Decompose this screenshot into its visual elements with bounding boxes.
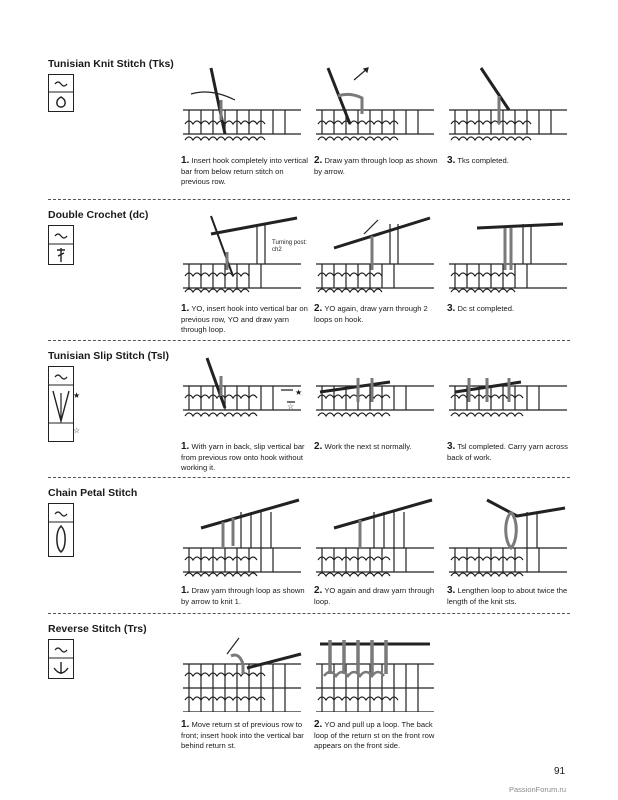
tks-step1-illustration bbox=[181, 66, 303, 148]
step-number: 2. bbox=[314, 585, 323, 596]
section-title: Tunisian Knit Stitch (Tks) bbox=[48, 58, 174, 70]
cps-step2-illustration bbox=[314, 496, 436, 578]
step-text: Draw yarn through loop as shown by arrow to knit 1. bbox=[181, 586, 305, 606]
step-2 bbox=[314, 66, 442, 177]
step-3 bbox=[447, 66, 575, 167]
dc-step1-illustration bbox=[181, 214, 303, 296]
open-star-icon: ☆ bbox=[73, 426, 81, 435]
step-number: 1. bbox=[181, 585, 190, 596]
step-number: 2. bbox=[314, 441, 323, 452]
step-3 bbox=[447, 352, 575, 463]
step-1 bbox=[181, 496, 309, 607]
step-text: Dc st completed. bbox=[457, 304, 515, 313]
slip-stitch-symbol-icon bbox=[48, 366, 74, 442]
dc-step2-illustration bbox=[314, 214, 436, 296]
step-3 bbox=[447, 496, 575, 607]
section-title: Double Crochet (dc) bbox=[48, 209, 149, 221]
step-text: YO, insert hook into vertical bar on previous row, YO and draw yarn through loop. bbox=[181, 304, 308, 335]
trs-step2-illustration bbox=[314, 630, 436, 712]
section-divider bbox=[48, 477, 570, 478]
tsl-step3-illustration bbox=[447, 352, 569, 434]
section-divider bbox=[48, 613, 570, 614]
tks-step2-illustration bbox=[314, 66, 436, 148]
filled-star-icon: ★ bbox=[295, 388, 303, 397]
chain-petal-symbol-icon bbox=[48, 503, 74, 557]
turning-post-label: Turning post: ch2 bbox=[272, 240, 307, 253]
tsl-step1-illustration bbox=[181, 352, 303, 434]
step-number: 3. bbox=[447, 155, 456, 166]
open-star-icon: ☆ bbox=[287, 402, 295, 411]
tsl-step2-illustration bbox=[314, 352, 436, 434]
section-divider bbox=[48, 340, 570, 341]
step-number: 3. bbox=[447, 585, 456, 596]
step-text: YO again and draw yarn through loop. bbox=[314, 586, 435, 606]
step-text: YO and pull up a loop. The back loop of the return st on the front row appears on the front side. bbox=[314, 720, 435, 751]
step-1 bbox=[181, 214, 309, 336]
step-text: Move return st of previous row to front; insert hook into the vertical bar behind return st. bbox=[181, 720, 304, 751]
step-1 bbox=[181, 66, 309, 188]
step-number: 1. bbox=[181, 155, 190, 166]
step-2 bbox=[314, 630, 442, 752]
tks-step3-illustration bbox=[447, 66, 569, 148]
step-number: 1. bbox=[181, 441, 190, 452]
step-text: YO again, draw yarn through 2 loops on hook. bbox=[314, 304, 428, 324]
step-text: Lengthen loop to about twice the length of the knit sts. bbox=[447, 586, 568, 606]
double-crochet-symbol-icon bbox=[48, 225, 74, 265]
section-title: Tunisian Slip Stitch (Tsl) bbox=[48, 350, 169, 362]
step-number: 3. bbox=[447, 303, 456, 314]
step-2 bbox=[314, 352, 442, 453]
step-1 bbox=[181, 630, 309, 752]
section-title: Reverse Stitch (Trs) bbox=[48, 623, 147, 635]
dc-step3-illustration bbox=[447, 214, 569, 296]
step-text: Tks completed. bbox=[457, 156, 509, 165]
step-text: Tsl completed. Carry yarn across back of work. bbox=[447, 442, 568, 462]
section-divider bbox=[48, 199, 570, 200]
knit-stitch-symbol-icon bbox=[48, 74, 74, 112]
step-number: 2. bbox=[314, 719, 323, 730]
cps-step1-illustration bbox=[181, 496, 303, 578]
filled-star-icon: ★ bbox=[73, 391, 81, 400]
page-number: 91 bbox=[554, 766, 566, 777]
step-3 bbox=[447, 214, 575, 315]
step-text: Draw yarn through loop as shown by arrow. bbox=[314, 156, 438, 176]
step-text: Work the next st normally. bbox=[324, 442, 412, 451]
step-number: 3. bbox=[447, 441, 456, 452]
step-number: 1. bbox=[181, 719, 190, 730]
reverse-stitch-symbol-icon bbox=[48, 639, 74, 679]
step-2 bbox=[314, 214, 442, 325]
step-2 bbox=[314, 496, 442, 607]
watermark: PassionForum.ru bbox=[509, 785, 567, 794]
step-text: Insert hook completely into vertical bar from below return stitch on previous row. bbox=[181, 156, 308, 187]
step-text: With yarn in back, slip vertical bar from previous row onto hook without working it. bbox=[181, 442, 305, 473]
trs-step1-illustration bbox=[181, 630, 303, 712]
cps-step3-illustration bbox=[447, 496, 569, 578]
step-1 bbox=[181, 352, 309, 474]
section-title: Chain Petal Stitch bbox=[48, 487, 138, 499]
step-number: 2. bbox=[314, 155, 323, 166]
step-number: 2. bbox=[314, 303, 323, 314]
step-number: 1. bbox=[181, 303, 190, 314]
